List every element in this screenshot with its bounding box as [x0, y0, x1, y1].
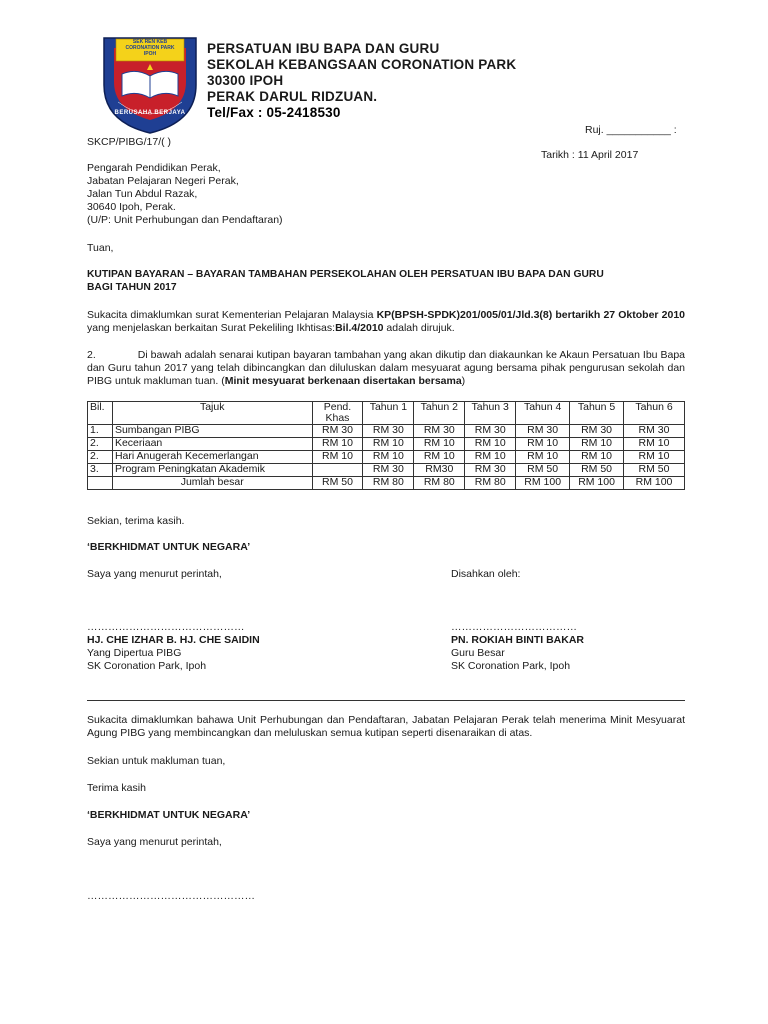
salutation: Tuan,	[87, 242, 114, 254]
table-row	[88, 425, 685, 438]
table-row	[88, 464, 685, 477]
tel-fax: Tel/Fax : 05-2418530	[207, 105, 341, 120]
header-cell: Tahun 6	[624, 402, 685, 425]
table-cell: RM 10	[363, 438, 414, 451]
total-cell: RM 50	[312, 477, 363, 490]
closing: Sekian, terima kasih.	[87, 515, 185, 527]
footer-paragraph: Sukacita dimaklumkan bahawa Unit Perhubungan dan Pendaftaran, Jabatan Pelajaran Perak telah menerima Minit Mesyuarat Agung PIBG yang membincangkan dan meluluskan semua kutipan seperti disenaraikan di atas.	[87, 714, 685, 739]
logo-motto: BERUSAHA BERJAYA	[114, 110, 186, 116]
table-cell: RM 30	[312, 425, 363, 438]
table-cell: RM 10	[465, 438, 516, 451]
total-cell: RM 100	[516, 477, 570, 490]
table-row	[88, 451, 685, 464]
footer-motto: ‘BERKHIDMAT UNTUK NEGARA’	[87, 809, 251, 821]
total-label: Jumlah besar	[112, 477, 312, 490]
org-name: PERSATUAN IBU BAPA DAN GURU	[207, 41, 440, 56]
header-cell: Pend. Khas	[312, 402, 363, 425]
header-cell: Tahun 2	[414, 402, 465, 425]
table-cell: RM 30	[363, 464, 414, 477]
school-name: SEKOLAH KEBANGSAAN CORONATION PARK	[207, 57, 517, 72]
state: PERAK DARUL RIDZUAN.	[207, 89, 378, 104]
table-cell: RM 30	[414, 425, 465, 438]
table-cell: RM 30	[465, 425, 516, 438]
table-cell: RM 10	[570, 451, 624, 464]
total-cell: RM 100	[624, 477, 685, 490]
total-cell: RM 80	[414, 477, 465, 490]
total-cell: RM 100	[570, 477, 624, 490]
footer-terima: Terima kasih	[87, 782, 146, 794]
table-cell: Hari Anugerah Kecemerlangan	[112, 451, 312, 464]
logo-banner-text: SEK REN KEB CORONATION PARK IPOH	[125, 39, 175, 57]
table-cell: Program Peningkatan Akademik	[112, 464, 312, 477]
sign-right-block: PN. ROKIAH BINTI BAKAR Guru Besar SK Coronation Park, Ipoh	[451, 634, 584, 672]
header-cell: Bil.	[88, 402, 113, 425]
footer-intro: Saya yang menurut perintah,	[87, 836, 222, 848]
table-row	[88, 438, 685, 451]
fee-table	[87, 401, 685, 490]
table-cell: RM 10	[414, 451, 465, 464]
table-cell: RM 50	[516, 464, 570, 477]
paragraph-2: 2. Di bawah adalah senarai kutipan bayaran tambahan yang akan dikutip dan diakaunkan ke Akaun Persatuan Ibu Bapa dan Guru tahun 2017 yang telah dibincangkan dan diluluskan dalam mesyuarat agung bersama pihak pengurusan sekolah dan PIBG untuk makluman tuan. (Minit mesyuarat berkenaan disertakan bersama)	[87, 349, 685, 387]
sign-left-dots: ………………………………………	[87, 621, 245, 633]
sign-left-intro: Saya yang menurut perintah,	[87, 568, 222, 580]
divider	[87, 700, 685, 701]
recipient-address: Pengarah Pendidikan Perak, Jabatan Pelajaran Negeri Perak, Jalan Tun Abdul Razak, 30640 Ipoh, Perak. (U/P: Unit Perhubungan dan Pendaftaran)	[87, 162, 283, 226]
table-cell: RM 10	[516, 451, 570, 464]
table-cell: RM 30	[570, 425, 624, 438]
ref-label: Ruj. ___________ :	[585, 124, 677, 136]
table-cell: RM 10	[312, 451, 363, 464]
total-cell: RM 80	[363, 477, 414, 490]
header-cell: Tahun 5	[570, 402, 624, 425]
table-cell	[312, 464, 363, 477]
table-cell: 1.	[88, 425, 113, 438]
table-cell: RM 30	[363, 425, 414, 438]
table-cell: RM 10	[414, 438, 465, 451]
table-cell: 3.	[88, 464, 113, 477]
header-cell: Tahun 3	[465, 402, 516, 425]
table-cell: RM 10	[363, 451, 414, 464]
sign-right-intro: Disahkan oleh:	[451, 568, 521, 580]
table-header-row	[88, 402, 685, 425]
footer-sekian: Sekian untuk makluman tuan,	[87, 755, 226, 767]
sign-right-dots: ………………………………	[451, 621, 577, 633]
table-cell: 2.	[88, 438, 113, 451]
table-cell: RM 10	[570, 438, 624, 451]
header-cell: Tahun 1	[363, 402, 414, 425]
table-total-row	[88, 477, 685, 490]
table-cell: RM 50	[570, 464, 624, 477]
header-cell: Tahun 4	[516, 402, 570, 425]
footer-dots: …………………………………………	[87, 890, 255, 902]
header-cell: Tajuk	[112, 402, 312, 425]
total-cell: RM 80	[465, 477, 516, 490]
table-cell: RM 10	[624, 438, 685, 451]
table-cell: RM 10	[312, 438, 363, 451]
table-cell: RM 30	[465, 464, 516, 477]
letter-date: Tarikh : 11 April 2017	[541, 149, 639, 161]
table-cell: RM 10	[516, 438, 570, 451]
table-cell: RM 50	[624, 464, 685, 477]
subject: KUTIPAN BAYARAN – BAYARAN TAMBAHAN PERSEKOLAHAN OLEH PERSATUAN IBU BAPA DAN GURU BAGI TAHUN 2017	[87, 269, 604, 293]
table-cell: Sumbangan PIBG	[112, 425, 312, 438]
ref-number: SKCP/PIBG/17/( )	[87, 136, 172, 148]
table-cell	[88, 477, 113, 490]
table-cell: RM 30	[624, 425, 685, 438]
table-cell: RM 10	[624, 451, 685, 464]
table-cell: Keceriaan	[112, 438, 312, 451]
table-cell: RM 10	[465, 451, 516, 464]
sign-left-block: HJ. CHE IZHAR B. HJ. CHE SAIDIN Yang Dipertua PIBG SK Coronation Park, Ipoh	[87, 634, 260, 672]
table-cell: RM30	[414, 464, 465, 477]
table-cell: RM 30	[516, 425, 570, 438]
paragraph-1: Sukacita dimaklumkan surat Kementerian Pelajaran Malaysia KP(BPSH-SPDK)201/005/01/Jld.3(8) bertarikh 27 Oktober 2010 yang menjelaskan berkaitan Surat Pekeliling Ikhtisas:Bil.4/2010 adalah dirujuk.	[87, 309, 685, 334]
postcode-city: 30300 IPOH	[207, 73, 284, 88]
table-cell: 2.	[88, 451, 113, 464]
motto-line: ‘BERKHIDMAT UNTUK NEGARA’	[87, 541, 251, 553]
